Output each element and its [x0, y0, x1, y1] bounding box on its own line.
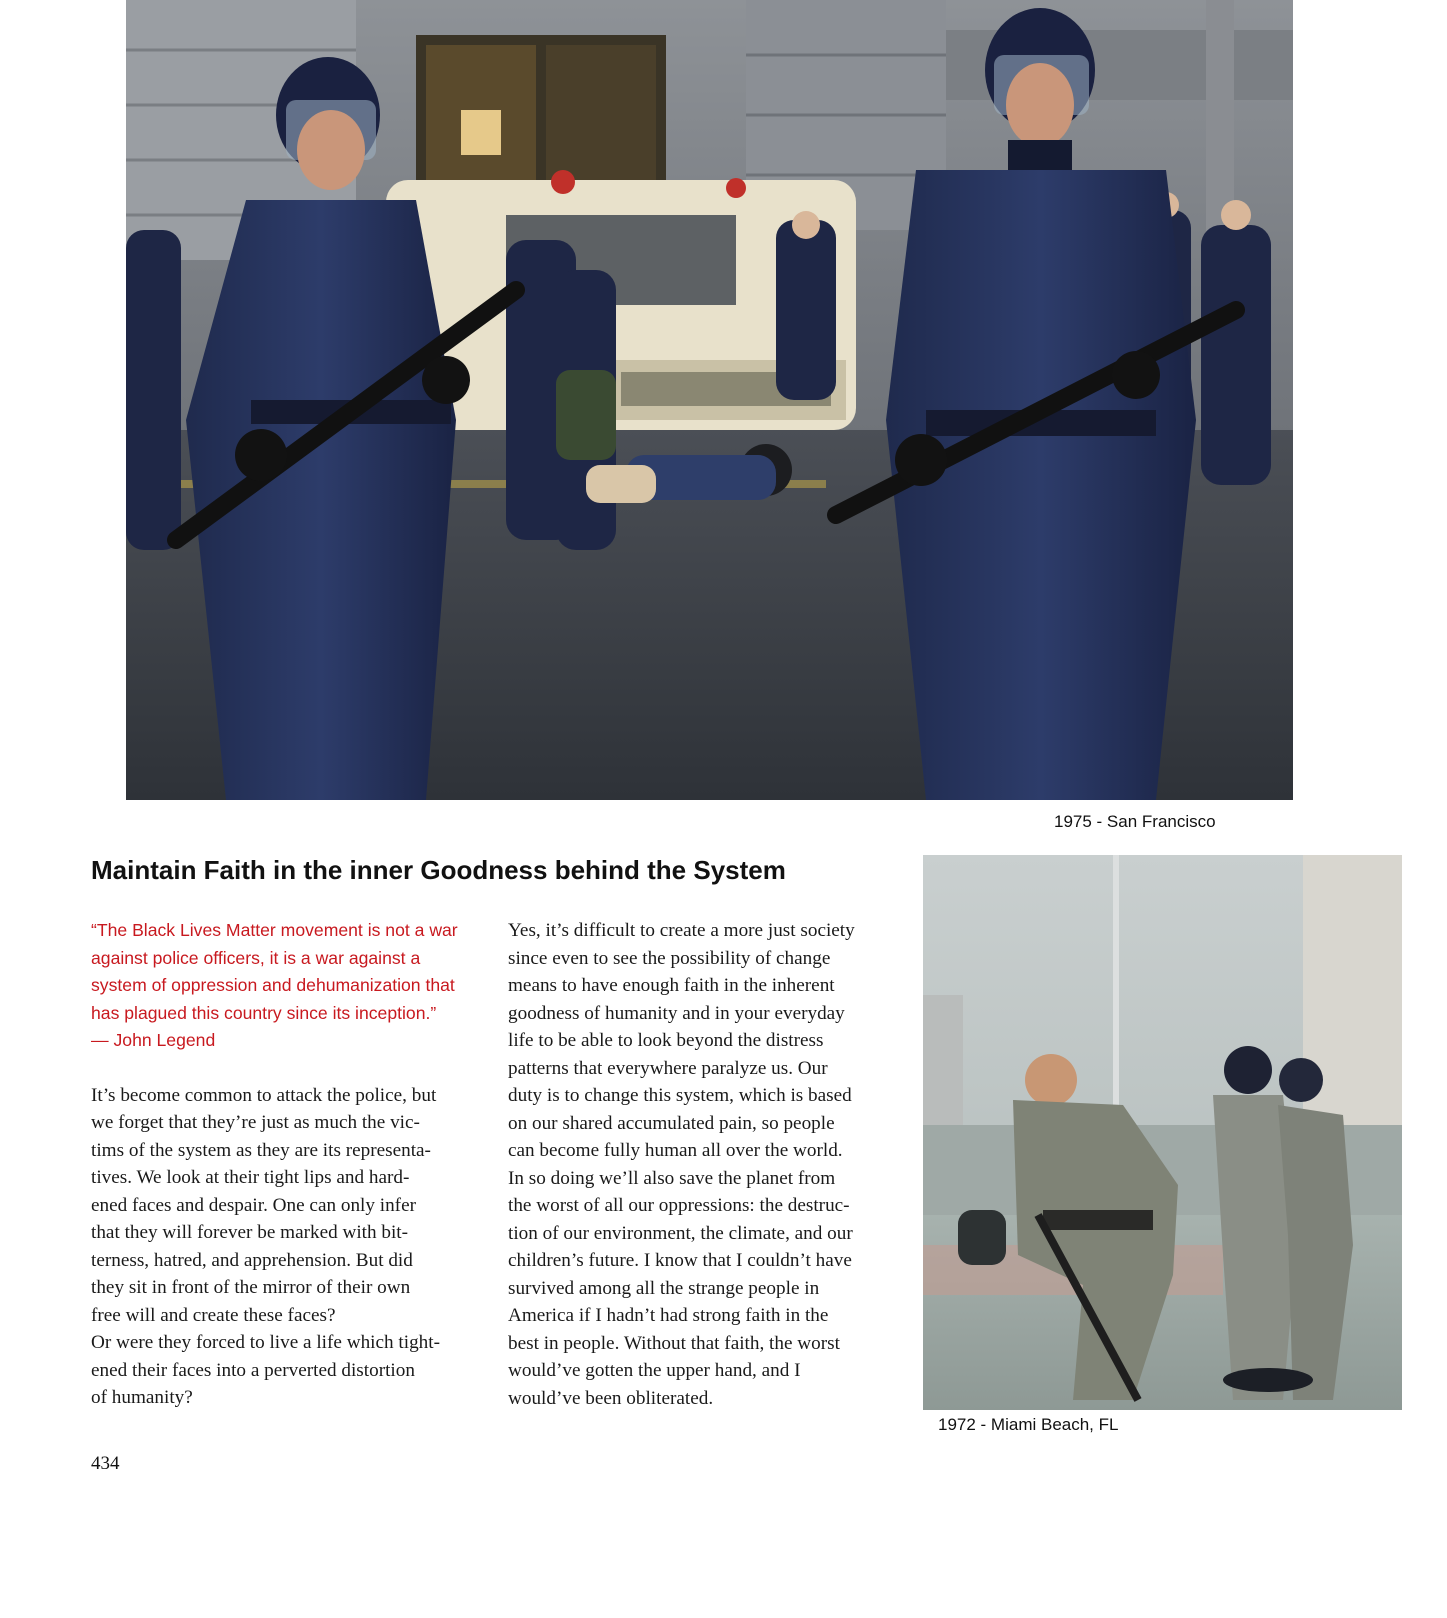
body-line: on our shared accumulated pain, so people	[508, 1112, 835, 1134]
photo-san-francisco	[126, 0, 1293, 800]
photo-miami-beach	[923, 855, 1402, 1410]
text-column-left	[91, 917, 486, 1412]
body-line: would’ve been obliterated.	[508, 1387, 714, 1409]
body-line: In so doing we’ll also save the planet from	[508, 1167, 836, 1189]
quote-attribution: — John Legend	[91, 1030, 216, 1050]
photo-caption-san-francisco: 1975 - San Francisco	[1054, 812, 1216, 831]
body-line: tion of our environment, the climate, and our	[508, 1222, 853, 1244]
quote-line: has plagued this country since its inception.”	[91, 1002, 437, 1023]
body-line: tims of the system as they are its representa-	[91, 1139, 431, 1161]
body-line: means to have enough faith in the inherent	[508, 975, 835, 996]
body-paragraph-right	[508, 917, 908, 1412]
body-line: free will and create these faces?	[91, 1304, 336, 1326]
body-line: It’s become common to attack the police, but	[91, 1084, 437, 1106]
body-line: duty is to change this system, which is based	[508, 1085, 852, 1106]
body-line: can become fully human all over the world.	[508, 1140, 843, 1161]
body-line: goodness of humanity and in your everyday	[508, 1002, 845, 1024]
section-heading: Maintain Faith in the inner Goodness behind the System	[91, 855, 786, 885]
body-line: terness, hatred, and apprehension. But did	[91, 1249, 413, 1271]
body-line: ened their faces into a perverted distortion	[91, 1359, 415, 1381]
body-line: since even to see the possibility of change	[508, 947, 831, 969]
pull-quote	[91, 917, 486, 1055]
body-line: Or were they forced to live a life which tight-	[91, 1332, 440, 1353]
body-line: tives. We look at their tight lips and hard-	[91, 1167, 410, 1188]
body-line: life to be able to look beyond the distress	[508, 1030, 824, 1051]
page-number: 434	[91, 1453, 120, 1474]
body-line: children’s future. I know that I couldn’t have	[508, 1250, 852, 1271]
text-column-right	[508, 917, 908, 1412]
body-line: survived among all the strange people in	[508, 1277, 820, 1299]
body-line: best in people. Without that faith, the worst	[508, 1332, 840, 1354]
quote-line: against police officers, it is a war against a	[91, 947, 421, 968]
body-line: we forget that they’re just as much the vic-	[91, 1112, 420, 1133]
quote-line: system of oppression and dehumanization that	[91, 975, 455, 995]
body-line: Yes, it’s difficult to create a more just society	[508, 920, 855, 941]
body-line: of humanity?	[91, 1387, 193, 1408]
body-line: they sit in front of the mirror of their own	[91, 1277, 411, 1298]
photo-caption-miami-beach: 1972 - Miami Beach, FL	[938, 1415, 1119, 1434]
body-line: America if I hadn’t had strong faith in the	[508, 1305, 829, 1326]
body-line: that they will forever be marked with bit-	[91, 1222, 409, 1243]
body-line: the worst of all our oppressions: the destruc-	[508, 1195, 850, 1216]
body-line: would’ve gotten the upper hand, and I	[508, 1360, 801, 1381]
body-line: ened faces and despair. One can only infer	[91, 1194, 416, 1216]
quote-line: “The Black Lives Matter movement is not a war	[91, 920, 458, 940]
body-line: patterns that everywhere paralyze us. Our	[508, 1057, 828, 1079]
body-paragraph-left	[91, 1082, 486, 1412]
